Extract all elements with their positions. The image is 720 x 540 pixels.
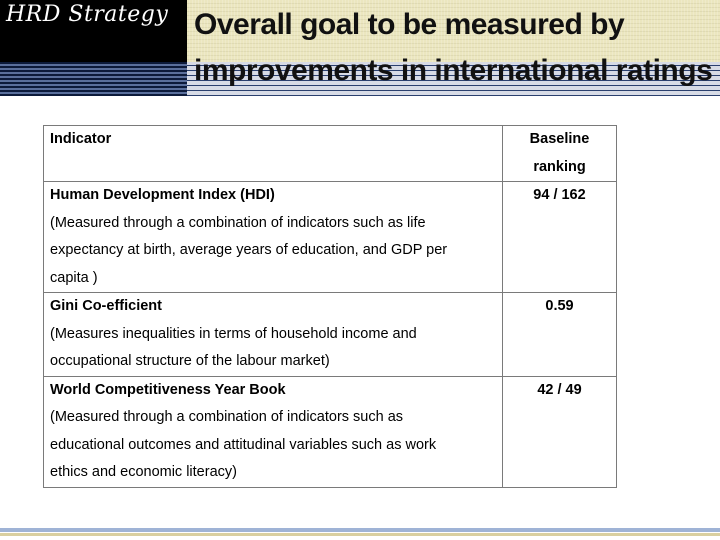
table-row xyxy=(44,182,617,293)
indicator-cell xyxy=(44,376,503,487)
table-row xyxy=(44,293,617,377)
baseline-header-cell xyxy=(503,126,617,182)
indicator-description-line: ethics and economic literacy) xyxy=(50,464,237,480)
baseline-value: 42 / 49 xyxy=(537,381,582,398)
footer-rule-accent xyxy=(0,533,720,536)
indicator-description-line: (Measures inequalities in terms of household income and xyxy=(50,325,417,342)
baseline-header-line2: ranking xyxy=(533,158,586,175)
indicator-description-line: capita ) xyxy=(50,269,98,286)
baseline-cell xyxy=(503,293,617,377)
baseline-header-line1: Baseline xyxy=(529,131,590,147)
indicator-description-line: educational outcomes and attitudinal variables such as work xyxy=(50,436,437,453)
header-stripes-left xyxy=(0,62,190,96)
logo xyxy=(0,0,187,62)
baseline-cell xyxy=(503,376,617,487)
table-header-row xyxy=(44,126,617,182)
indicator-description-line: expectancy at birth, average years of education, and GDP per xyxy=(50,242,448,258)
indicator-table xyxy=(43,125,617,488)
baseline-value: 94 / 162 xyxy=(533,187,586,203)
indicator-name: Gini Co-efficient xyxy=(50,298,162,314)
indicator-header: Indicator xyxy=(50,131,112,147)
baseline-cell xyxy=(503,182,617,293)
indicator-description-line: (Measured through a combination of indicators such as life xyxy=(50,214,426,231)
indicator-name: World Competitiveness Year Book xyxy=(50,381,286,398)
indicator-header-cell xyxy=(44,126,503,182)
indicator-description-line: occupational structure of the labour market) xyxy=(50,353,330,369)
indicator-cell xyxy=(44,293,503,377)
baseline-value: 0.59 xyxy=(545,298,574,314)
footer-rule xyxy=(0,528,720,532)
indicator-name: Human Development Index (HDI) xyxy=(50,187,275,203)
logo-text: HRD Strategy xyxy=(6,2,169,27)
table-row xyxy=(44,376,617,487)
slide-title-line2: improvements in international ratings xyxy=(194,54,713,87)
indicator-description-line: (Measured through a combination of indicators such as xyxy=(50,409,404,425)
slide-title-line1: Overall goal to be measured by xyxy=(194,8,625,41)
indicator-cell xyxy=(44,182,503,293)
